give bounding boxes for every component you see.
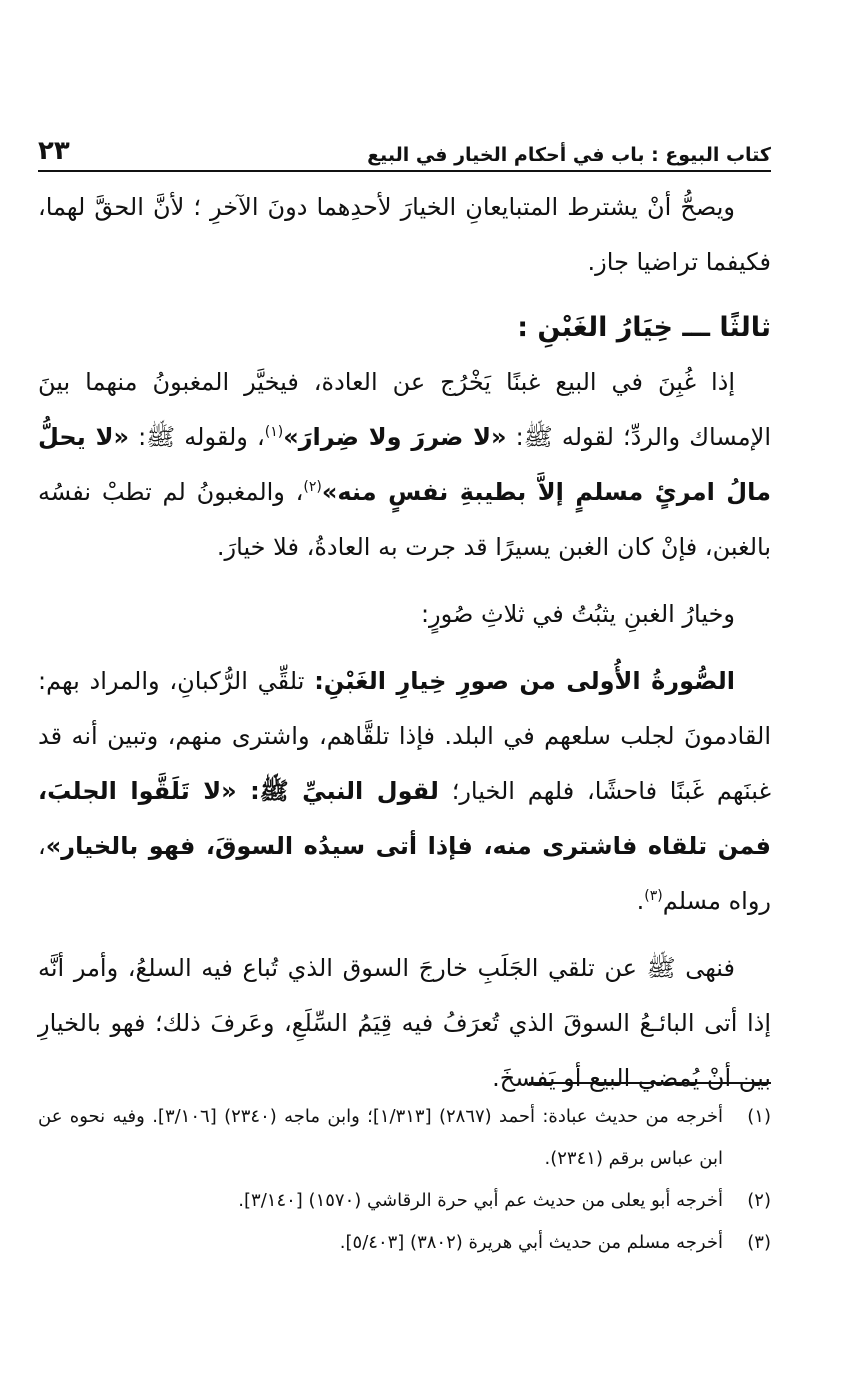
footnote-ref-2: (٢) [303, 479, 322, 495]
footnote-number: (٣) [747, 1232, 771, 1253]
footnote-number: (٢) [747, 1190, 771, 1211]
paragraph-4-end: . [636, 887, 645, 915]
footnotes [38, 1096, 771, 1264]
paragraph-4 [38, 654, 771, 929]
hadith-lead: لقول النبيِّ ﷺ: [236, 777, 439, 805]
footnote-3 [38, 1222, 771, 1264]
paragraph-2-text-c: ، والمغبونُ لم تطبْ نفسُه بالغبن، فإنْ كان الغبن يسيرًا قد جرت به العادةُ، فلا خيارَ. [38, 478, 771, 561]
page-header [38, 126, 771, 172]
section-heading: ثالثًا ـــ خِيَارُ الغَبْنِ : [517, 312, 771, 343]
footnote-text: أخرجه مسلم من حديث أبي هريرة (٣٨٠٢) [٥/٤٠٣]. [339, 1232, 723, 1253]
footnote-ref-3: (٣) [644, 888, 663, 904]
hadith-quote-2: «لا يحلُّ مالُ امرئٍ مسلمٍ إلاَّ بطيبةِ نفسٍ منه» [38, 423, 771, 506]
paragraph-3: وخيارُ الغبنِ يثبُتُ في ثلاثِ صُورٍ: [420, 600, 735, 628]
paragraph-5: فنهى ﷺ عن تلقي الجَلَبِ خارجَ السوق الذي تُباع فيه السلعُ، وأمر أنَّه إذا أتى البائـعُ السوقَ الذي تُعرَفُ فيه قِيَمُ السِّلَعِ، وعَرفَ ذلك؛ فهو بالخيارِ بين أنْ يُمضي البيع أو يَفسخَ. [38, 954, 771, 1092]
footnote-ref-1: (١) [264, 424, 284, 440]
case-one-lead: الصُّورةُ الأُولى من صورِ خِيارِ الغَبْنِ: [314, 667, 736, 695]
footnote-1 [38, 1096, 771, 1180]
footnote-text: أخرجه من حديث عبادة: أحمد (٢٨٦٧) [١/٣١٣]؛ وابن ماجه (٢٣٤٠) [٣/١٠٦]. وفيه نحوه عن ابن عباس برقم (٢٣٤١). [38, 1106, 723, 1169]
page-number: ٢٣ [38, 136, 70, 166]
footnote-separator [529, 1082, 771, 1084]
footnote-2 [38, 1180, 771, 1222]
paragraph-4-text-b: ، رواه مسلم [38, 832, 771, 915]
paragraph-2-text-b: ، ولقوله ﷺ: [128, 423, 265, 451]
paragraph-2 [38, 355, 771, 575]
footnote-text: أخرجه أبو يعلى من حديث عم أبي حرة الرقاشي (١٥٧٠) [٣/١٤٠]. [238, 1190, 723, 1211]
paragraph-2-text-a: إذا غُبِنَ في البيع غبنًا يَخْرُج عن العادة، فيخيَّر المغبونُ منهما بينَ الإمساك والردِّ؛ لقوله ﷺ: [38, 368, 771, 451]
running-title: كتاب البيوع : باب في أحكام الخيار في البيع [367, 144, 771, 166]
hadith-quote-3: «لا تَلَقَّوا الجلبَ، فمن تلقاه فاشترى منه، فإذا أتى سيدُه السوقَ، فهو بالخيار» [38, 777, 771, 860]
hadith-quote-1: «لا ضررَ ولا ضِرارَ» [283, 423, 507, 451]
paragraph-4-text-a: تلقِّي الرُّكبانِ، والمراد بهم: القادمونَ لجلب سلعهم في البلد. فإذا تلقَّاهم، واشترى منهم، وتبين أنه قد غبنَهم غَبنًا فاحشًا، فلهم الخيار؛ [38, 667, 771, 805]
main-text [38, 180, 771, 1106]
footnote-number: (١) [747, 1106, 771, 1127]
paragraph-1: ويصحُّ أنْ يشترط المتبايعانِ الخيارَ لأحدِهما دونَ الآخرِ ؛ لأنَّ الحقَّ لهما، فكيفما تراضيا جاز. [38, 193, 771, 276]
